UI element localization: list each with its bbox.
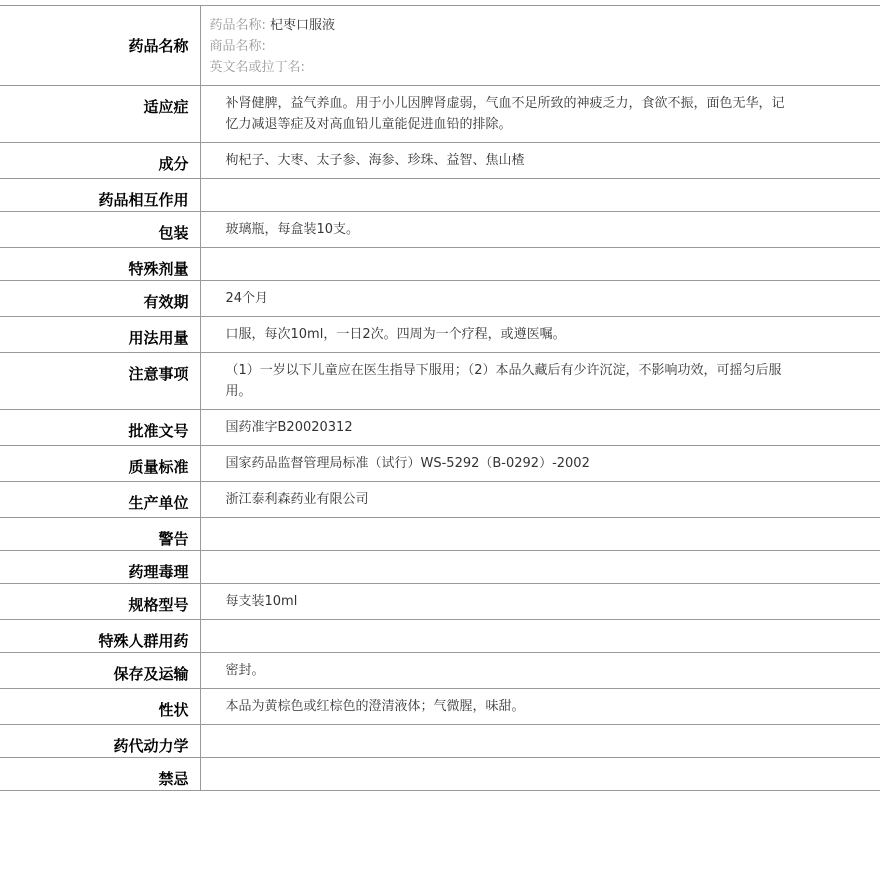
row-indications xyxy=(0,86,880,143)
row-interactions xyxy=(0,179,880,212)
row-appearance xyxy=(0,689,880,725)
row-label: 用法用量 xyxy=(0,317,200,353)
row-label: 成分 xyxy=(0,143,200,179)
row-value: 国药准字B20020312 xyxy=(200,410,880,446)
trade-name-line xyxy=(210,36,871,57)
row-value: 本品为黄棕色或红棕色的澄清液体；气微腥，味甜。 xyxy=(200,689,880,725)
row-label: 质量标准 xyxy=(0,446,200,482)
row-value: 玻璃瓶，每盒装10支。 xyxy=(200,212,880,248)
trade-name-label: 商品名称: xyxy=(209,39,266,54)
row-value: 国家药品监督管理局标准（试行）WS-5292（B-0292）-2002 xyxy=(200,446,880,482)
row-value xyxy=(200,725,880,758)
row-ingredients xyxy=(0,143,880,179)
generic-name-value: 杞枣口服液 xyxy=(270,18,336,33)
english-name-line xyxy=(210,57,871,78)
row-label: 药理毒理 xyxy=(0,551,200,584)
row-label: 注意事项 xyxy=(0,353,200,410)
row-value xyxy=(200,518,880,551)
row-label: 生产单位 xyxy=(0,482,200,518)
row-value: （1）一岁以下儿童应在医生指导下服用；（2）本品久藏后有少许沉淀，不影响功效，可摇匀后服用。 xyxy=(200,353,880,410)
row-label: 特殊剂量 xyxy=(0,248,200,281)
row-label: 特殊人群用药 xyxy=(0,620,200,653)
row-label: 性状 xyxy=(0,689,200,725)
row-value: 补肾健脾，益气养血。用于小儿因脾肾虚弱，气血不足所致的神疲乏力，食欲不振，面色无华，记忆力减退等症及对高血铅儿童能促进血铅的排除。 xyxy=(200,86,880,143)
row-value: 密封。 xyxy=(200,653,880,689)
row-value xyxy=(200,551,880,584)
row-value: 每支装10ml xyxy=(200,584,880,620)
row-contraindications xyxy=(0,758,880,791)
row-label: 规格型号 xyxy=(0,584,200,620)
row-specification xyxy=(0,584,880,620)
row-value xyxy=(200,758,880,791)
drug-info-table xyxy=(0,5,880,791)
row-value: 口服，每次10ml，一日2次。四周为一个疗程，或遵医嘱。 xyxy=(200,317,880,353)
row-value: 枸杞子、大枣、太子参、海参、珍珠、益智、焦山楂 xyxy=(200,143,880,179)
row-value xyxy=(200,620,880,653)
row-label: 批准文号 xyxy=(0,410,200,446)
generic-name-label: 药品名称: xyxy=(209,18,266,33)
row-special-dosage xyxy=(0,248,880,281)
row-usage-dosage xyxy=(0,317,880,353)
row-label: 有效期 xyxy=(0,281,200,317)
row-precautions xyxy=(0,353,880,410)
row-packaging xyxy=(0,212,880,248)
row-manufacturer xyxy=(0,482,880,518)
row-value: 浙江泰利森药业有限公司 xyxy=(200,482,880,518)
drug-name-cell xyxy=(200,6,880,86)
row-label: 警告 xyxy=(0,518,200,551)
row-warning xyxy=(0,518,880,551)
row-value xyxy=(200,248,880,281)
row-drug-name xyxy=(0,6,880,86)
row-label: 药代动力学 xyxy=(0,725,200,758)
row-label: 药品名称 xyxy=(0,6,200,86)
row-pharmacology xyxy=(0,551,880,584)
row-special-populations xyxy=(0,620,880,653)
row-label: 包装 xyxy=(0,212,200,248)
row-label: 保存及运输 xyxy=(0,653,200,689)
row-approval-number xyxy=(0,410,880,446)
row-value: 24个月 xyxy=(200,281,880,317)
row-storage-transport xyxy=(0,653,880,689)
row-label: 适应症 xyxy=(0,86,200,143)
row-quality-standard xyxy=(0,446,880,482)
row-shelf-life xyxy=(0,281,880,317)
row-pharmacokinetics xyxy=(0,725,880,758)
row-label: 禁忌 xyxy=(0,758,200,791)
english-name-label: 英文名或拉丁名: xyxy=(209,60,305,75)
row-label: 药品相互作用 xyxy=(0,179,200,212)
row-value xyxy=(200,179,880,212)
generic-name-line xyxy=(210,15,871,36)
